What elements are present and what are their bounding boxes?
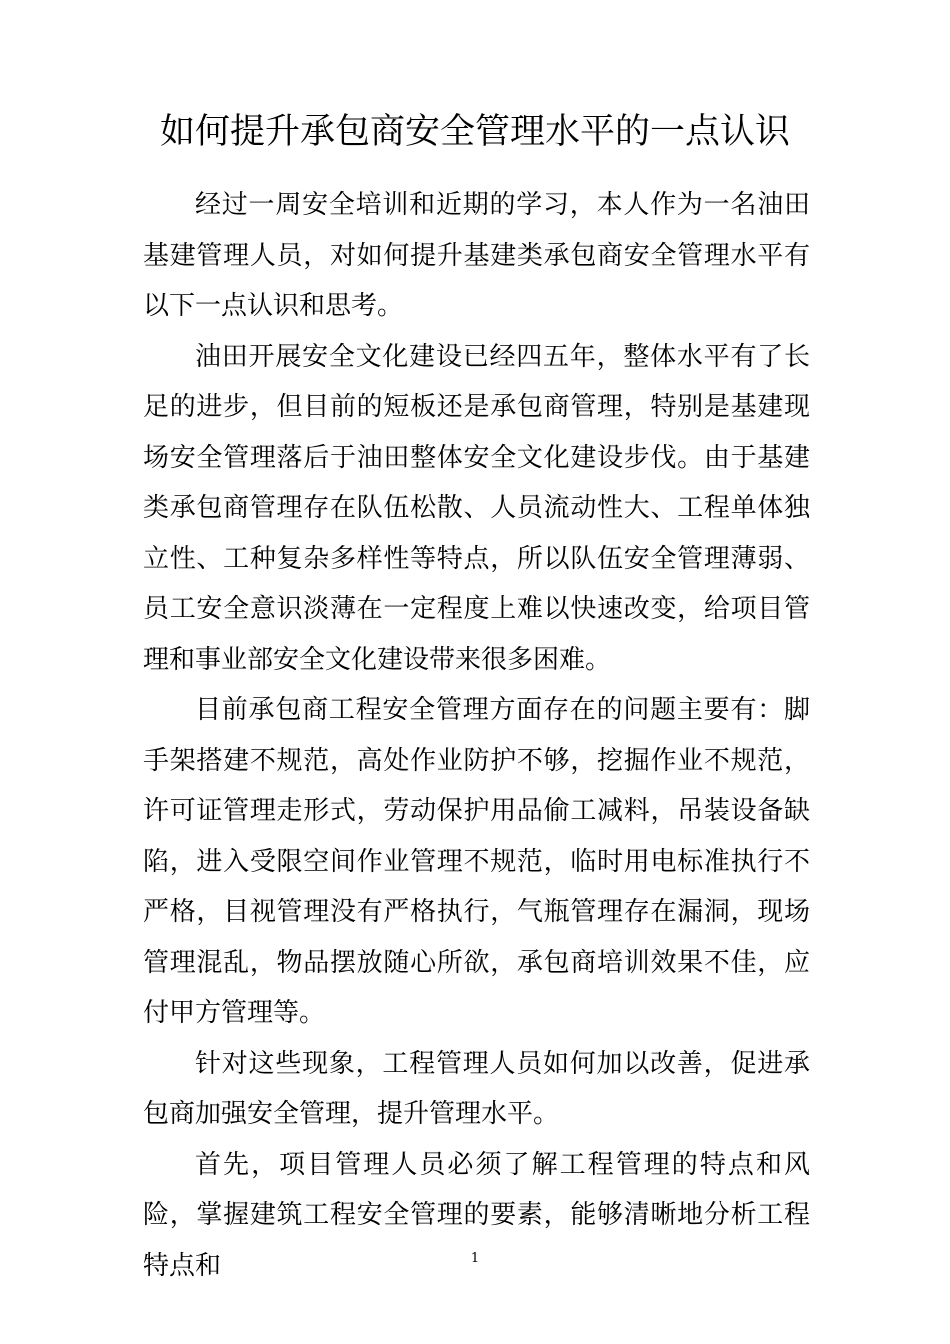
page-number: 1 bbox=[470, 1251, 480, 1266]
paragraph-5: 首先，项目管理人员必须了解工程管理的特点和风险，掌握建筑工程安全管理的要素，能够清晰地分析工程特点和 bbox=[143, 1149, 810, 1281]
document-title: 如何提升承包商安全管理水平的一点认识 bbox=[159, 112, 790, 152]
paragraph-4: 针对这些现象，工程管理人员如何加以改善，促进承包商加强安全管理，提升管理水平。 bbox=[143, 1048, 810, 1129]
paragraph-1: 经过一周安全培训和近期的学习，本人作为一名油田基建管理人员，对如何提升基建类承包商安全管理水平有以下一点认识和思考。 bbox=[143, 190, 810, 321]
paragraph-2: 油田开展安全文化建设已经四五年，整体水平有了长足的进步，但目前的短板还是承包商管理，特别是基建现场安全管理落后于油田整体安全文化建设步伐。由于基建类承包商管理存在队伍松散、人员流动性大、工程单体独立性、工种复杂多样性等特点，所以队伍安全管理薄弱、员工安全意识淡薄在一定程度上难以快速改变，给项目管理和事业部安全文化建设带来很多困难。 bbox=[143, 341, 810, 675]
document-body bbox=[143, 180, 810, 1291]
paragraph-3: 目前承包商工程安全管理方面存在的问题主要有：脚手架搭建不规范，高处作业防护不够，挖掘作业不规范，许可证管理走形式，劳动保护用品偷工减料，吊装设备缺陷，进入受限空间作业管理不规范，临时用电标准执行不严格，目视管理没有严格执行，气瓶管理存在漏洞，现场管理混乱，物品摆放随心所欲，承包商培训效果不佳，应付甲方管理等。 bbox=[143, 695, 810, 1028]
